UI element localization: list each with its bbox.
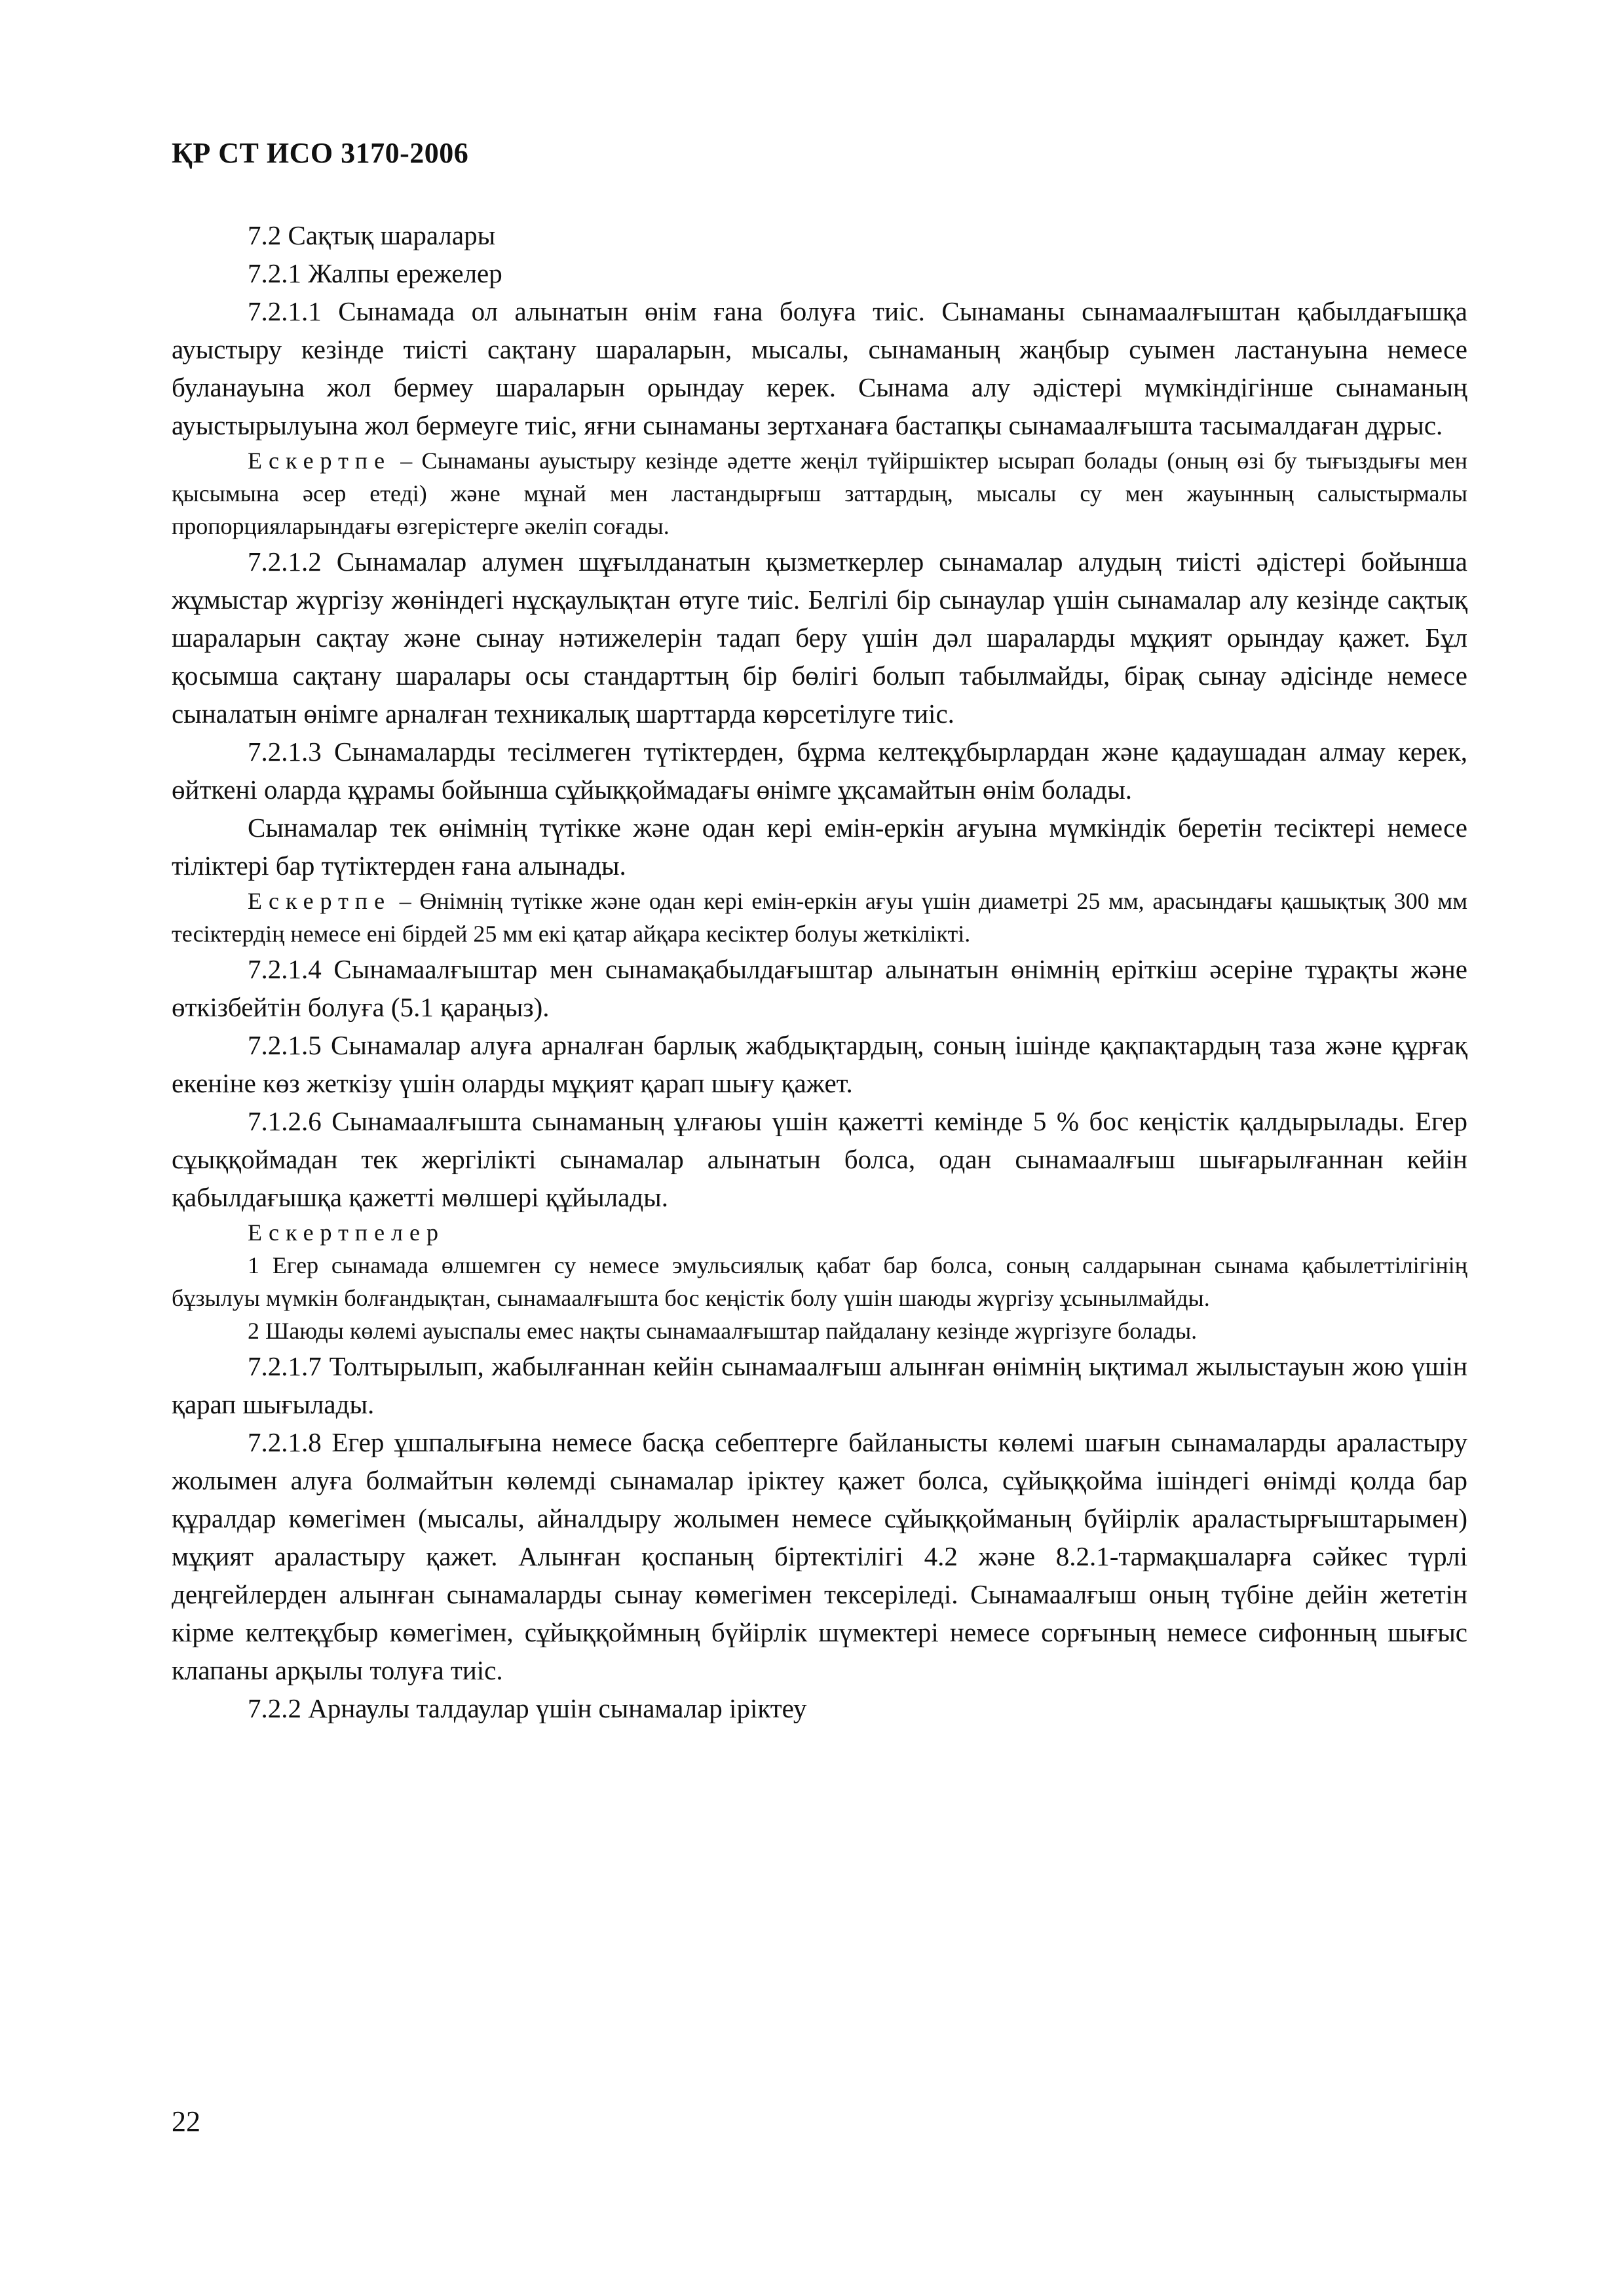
note-1: [172, 444, 1467, 543]
paragraph-7-2-1-4: 7.2.1.4 Сынамаалғыштар мен сынамақабылдағыштар алынатын өнімнің еріткіш әсеріне тұрақты және өткізбейтін болуға (5.1 қараңыз).: [172, 954, 1467, 1022]
paragraph-7-1-2-6: 7.1.2.6 Сынамаалғышта сынаманың ұлғаюы үшін қажетті кемінде 5 % бос кеңістік қалдырылады. Егер сұыққоймадан тек жергілікті сынамалар алынатын болса, одан сынамаалғыш шығарылғаннан кейін қабылдағышқа қажетті мөлшері құйылады.: [172, 1106, 1467, 1212]
note-item-2: 2 Шаюды көлемі ауыспалы емес нақты сынамаалғыштар пайдалану кезінде жүргізуге болады.: [248, 1318, 1198, 1344]
paragraph-tubes: Сынамалар тек өнімнің түтікке және одан кері емін-еркін ағуына мүмкіндік беретін тесіктері немесе тіліктері бар түтіктерден ғана алынады.: [172, 813, 1467, 881]
standard-header: ҚР СТ ИСО 3170-2006: [172, 137, 469, 169]
document-body: [172, 216, 1467, 1727]
note-item-1: 1 Егер сынамада өлшемген су немесе эмульсиялық қабат бар болса, соның салдарынан сынама қабылеттілігінің бұзылуы мүмкін болғандықтан, сынамаалғышта бос кеңістік болу үшін шаюды жүргізу ұсынылмайды.: [172, 1252, 1467, 1311]
note-label: Ескертпе: [248, 888, 392, 914]
paragraph-7-2-1-8: 7.2.1.8 Егер ұшпалығына немесе басқа себептерге байланысты көлемі шағын сынамаларды араластыру жолымен алуға болмайтын көлемді сынамалар іріктеу қажет болса, сұйыққойма ішіндегі өнімді қолда бар құралдар көмегімен (мысалы, айналдыру жолымен немесе сұйыққойманың бүйірлік араластырғыштарымен) мұқият араластыру қажет. Алынған қоспаның біртектілігі 4.2 және 8.2.1-тармақшаларға сәйкес түрлі деңгейлерден алынған сынамаларды сынау көмегімен тексеріледі. Сынамаалғыш оның түбіне дейін жететін кірме келтеқұбыр көмегімен, сұйыққоймның бүйірлік шүмектері немесе сорғының немесе сифонның шығыс клапаны арқылы толуға тиіс.: [172, 1427, 1467, 1685]
paragraph-7-2-1-5: 7.2.1.5 Сынамалар алуға арналған барлық жабдықтардың, соның ішінде қақпақтардың таза және құрғақ екеніне көз жеткізу үшін оларды мұқият қарап шығу қажет.: [172, 1030, 1467, 1098]
section-heading: 7.2 Сақтық шаралары: [248, 220, 496, 250]
page-number: 22: [172, 2105, 200, 2137]
note-text: – Сынаманы ауыстыру кезінде әдетте жеңіл түйіршіктер ысырап болады (оның өзі бу тығыздығы мен қысымына әсер етеді) және мұнай мен ластандырғыш заттардың, мысалы су мен жауынның салыстырмалы пропорцияларындағы өзгерістерге әкеліп соғады.: [172, 448, 1467, 539]
notes-heading: Ескертпелер: [248, 1219, 445, 1246]
note-text: – Өнімнің түтікке және одан кері емін-еркін ағуы үшін диаметрі 25 мм, арасындағы қашықтық 300 мм тесіктердің немесе ені бірдей 25 мм екі қатар айқара кесіктер болуы жеткілікті.: [172, 888, 1467, 947]
paragraph-7-2-1-7: 7.2.1.7 Толтырылып, жабылғаннан кейін сынамаалғыш алынған өнімнің ықтимал жылыстауын жою үшін қарап шығылады.: [172, 1351, 1467, 1419]
paragraph-7-2-1-1: 7.2.1.1 Сынамада ол алынатын өнім ғана болуға тиіс. Сынаманы сынамаалғыштан қабылдағышқа ауыстыру кезінде тиісті сақтану шараларын, мысалы, сынаманың жаңбыр суымен ластануына немесе буланауына жол бермеу шараларын орындау керек. Сынама алу әдістері мүмкіндігінше сынаманың ауыстырылуына жол бермеуге тиіс, яғни сынаманы зертханаға бастапқы сынамаалғышта тасымалдаған дұрыс.: [172, 296, 1467, 440]
note-2: [172, 885, 1467, 950]
paragraph-7-2-1-2: 7.2.1.2 Сынамалар алумен шұғылданатын қызметкерлер сынамалар алудың тиісті әдістері бойынша жұмыстар жүргізу жөніндегі нұсқаулықтан өтуге тиіс. Белгілі бір сынаулар үшін сынамалар алу кезінде сақтық шараларын сақтау және сынау нәтижелерін тадап беру үшін дәл шараларды мұқият орындау қажет. Бұл қосымша сақтану шаралары осы стандарттың бір бөлігі болып табылмайды, бірақ сынау әдісінде немесе сыналатын өнімге арналған техникалық шарттарда көрсетілуге тиіс.: [172, 546, 1467, 729]
subsection-heading: 7.2.1 Жалпы ережелер: [248, 258, 502, 288]
subsection-heading-7-2-2: 7.2.2 Арнаулы талдаулар үшін сынамалар іріктеу: [248, 1693, 807, 1723]
note-label: Ескертпе: [248, 448, 392, 474]
paragraph-7-2-1-3: 7.2.1.3 Сынамаларды тесілмеген түтіктерден, бұрма келтеқұбырлардан және қадаушадан алмау керек, өйткені оларда құрамы бойынша сұйыққоймадағы өнімге ұқсамайтын өнім болады.: [172, 737, 1467, 805]
